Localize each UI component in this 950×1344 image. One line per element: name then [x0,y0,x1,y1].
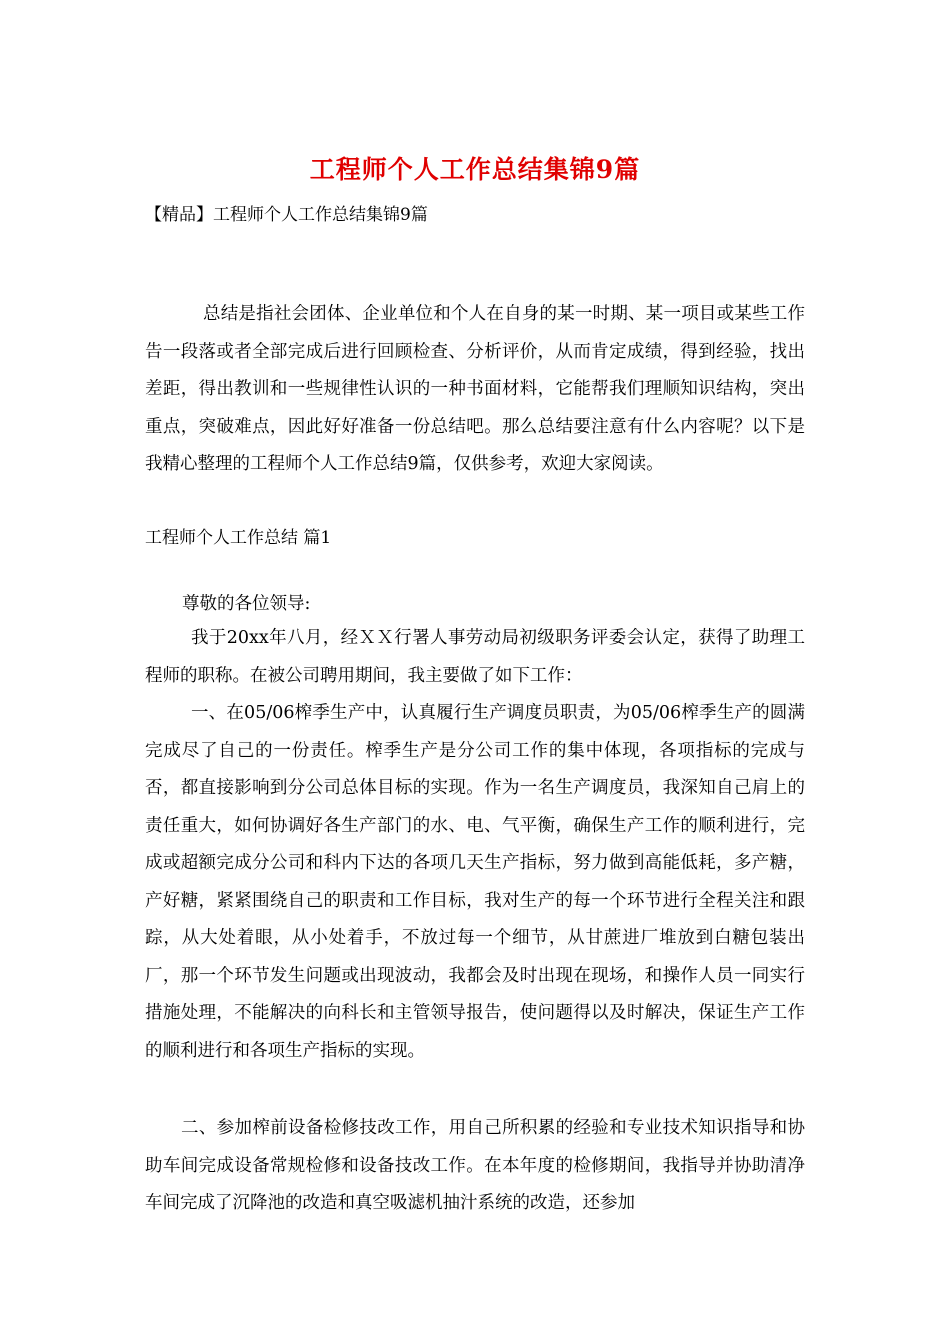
body-paragraph: 我于20xx年八月，经ＸＸ行署人事劳动局初级职务评委会认定，获得了助理工程师的职称。在被公司聘用期间，我主要做了如下工作： [145,628,805,686]
intro-paragraph: 总结是指社会团体、企业单位和个人在自身的某一时期、某一项目或某些工作告一段落或者全部完成后进行回顾检查、分析评价，从而肯定成绩，得到经验，找出差距，得出教训和一些规律性认识的一种书面材料，它能帮我们理顺知识结构，突出重点，突破难点，因此好好准备一份总结吧。那么总结要注意有什么内容呢？以下是我精心整理的工程师个人工作总结9篇，仅供参考，欢迎大家阅读。 [145,304,805,474]
body-paragraph: 二、参加榨前设备检修技改工作，用自己所积累的经验和专业技术知识指导和协助车间完成设备常规检修和设备技改工作。在本年度的检修期间，我指导并协助清净车间完成了沉降池的改造和真空吸滤机抽汁系统的改造，还参加 [145,1118,805,1213]
section-heading: 工程师个人工作总结 篇1 [145,528,332,548]
document-title: 工程师个人工作总结集锦9篇 [309,155,641,184]
salutation: 尊敬的各位领导: [182,594,311,614]
document-subtitle: 【精品】工程师个人工作总结集锦9篇 [145,205,428,225]
body-paragraph: 一、在05/06榨季生产中，认真履行生产调度员职责，为05/06榨季生产的圆满完成尽了自己的一份责任。榨季生产是分公司工作的集中体现，各项指标的完成与否，都直接影响到分公司总体目标的实现。作为一名生产调度员，我深知自己肩上的责任重大，如何协调好各生产部门的水、电、气平衡，确保生产工作的顺利进行，完成或超额完成分公司和科内下达的各项几天生产指标，努力做到高能低耗，多产糖，产好糖，紧紧围绕自己的职责和工作目标，我对生产的每一个环节进行全程关注和跟踪，从大处着眼，从小处着手，不放过每一个细节，从甘蔗进厂堆放到白糖包装出厂，那一个环节发生问题或出现波动，我都会及时出现在现场，和操作人员一同实行措施处理，不能解决的向科长和主管领导报告，使问题得以及时解决，保证生产工作的顺利进行和各项生产指标的实现。 [145,703,805,1061]
